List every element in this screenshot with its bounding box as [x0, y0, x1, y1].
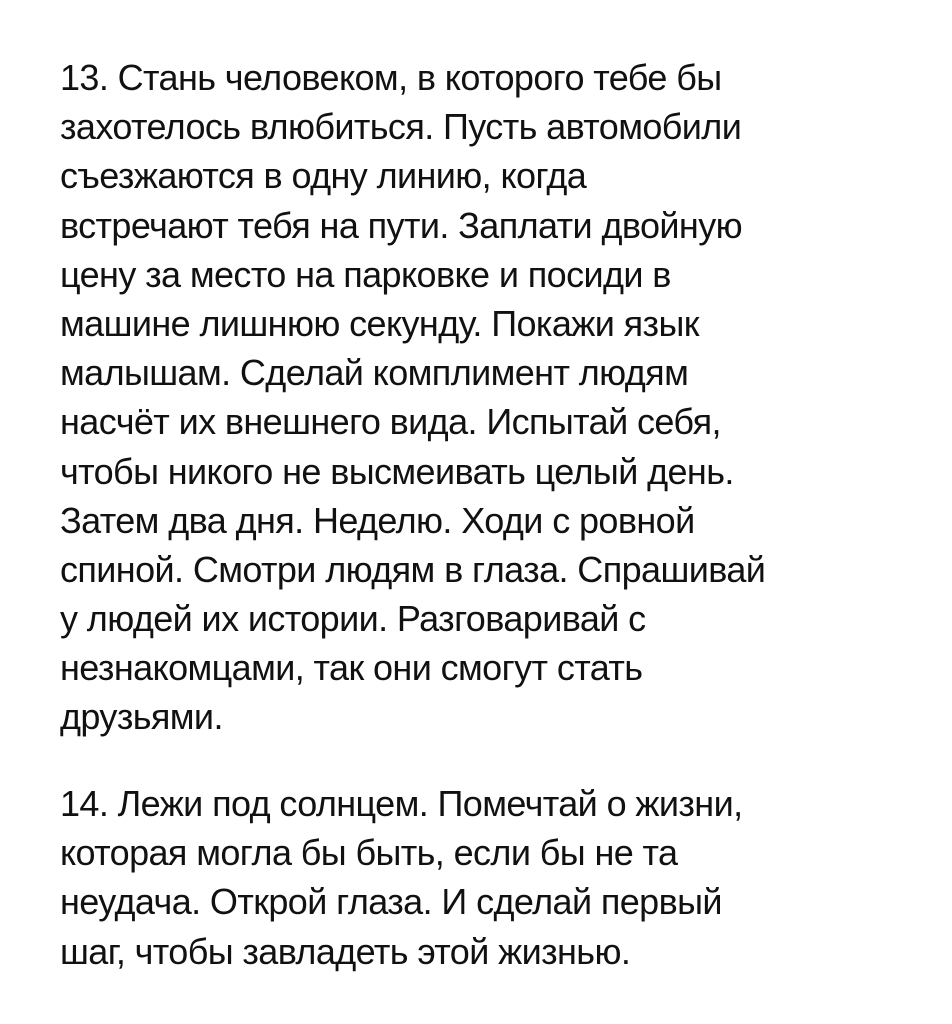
- text-line: малышам. Сделай комплимент людям: [60, 352, 689, 394]
- paragraph-14: [60, 779, 743, 976]
- text-line: шаг, чтобы завладеть этой жизнью.: [60, 930, 631, 972]
- text-line: у людей их истории. Разговаривай с: [60, 598, 646, 640]
- text-line: незнакомцами, так они смогут стать: [60, 647, 643, 689]
- text-line: которая могла бы быть, если бы не та: [60, 832, 678, 874]
- text-line: спиной. Смотри людям в глаза. Спрашивай: [60, 548, 766, 590]
- text-line: неудача. Открой глаза. И сделай первый: [60, 881, 722, 923]
- text-line: друзьями.: [60, 696, 223, 738]
- text-line: машине лишнюю секунду. Покажи язык: [60, 302, 699, 344]
- text-line: Затем два дня. Неделю. Ходи с ровной: [60, 499, 695, 541]
- paragraph-13: [60, 53, 765, 742]
- text-line: насчёт их внешнего вида. Испытай себя,: [60, 401, 721, 443]
- text-line: съезжаются в одну линию, когда: [60, 155, 587, 197]
- text-line: встречают тебя на пути. Заплати двойную: [60, 204, 742, 246]
- text-line: цену за место на парковке и посиди в: [60, 253, 671, 295]
- text-line: 13. Стань человеком, в которого тебе бы: [60, 57, 722, 98]
- text-line: захотелось влюбиться. Пусть автомобили: [60, 106, 742, 148]
- text-line: чтобы никого не высмеивать целый день.: [60, 450, 734, 492]
- text-line: 14. Лежи под солнцем. Помечтай о жизни,: [60, 783, 743, 824]
